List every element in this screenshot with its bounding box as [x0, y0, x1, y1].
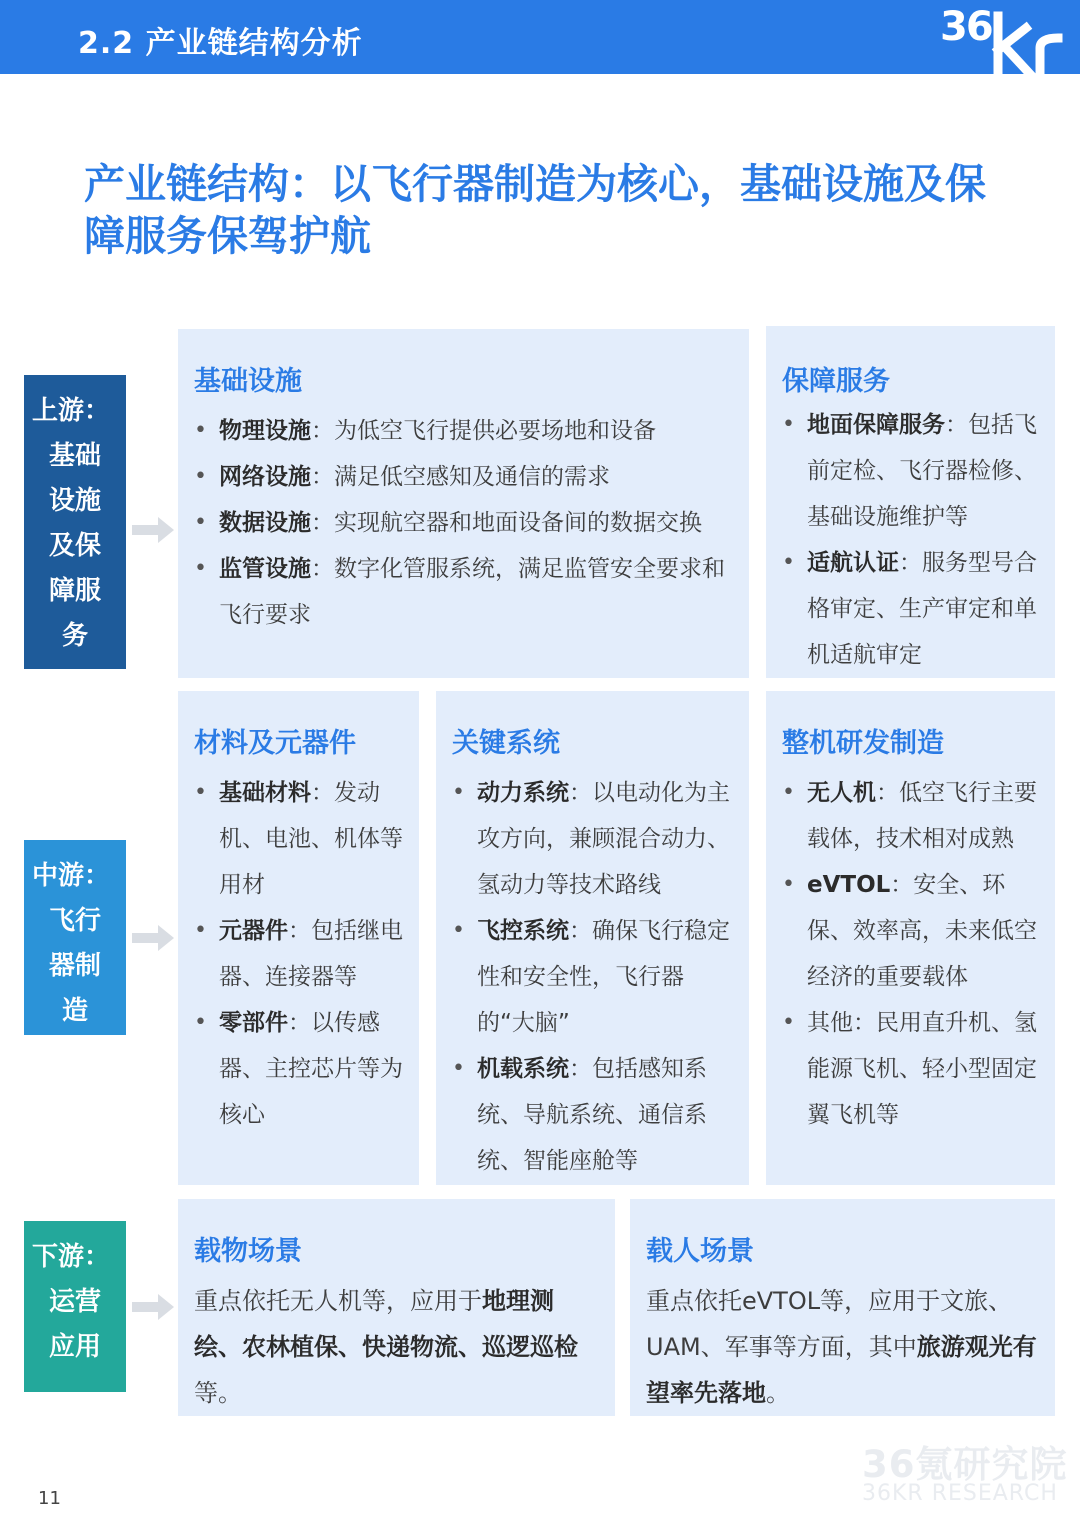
svg-text:36: 36: [940, 4, 992, 50]
box-title: 载物场景: [194, 1236, 302, 1267]
36kr-logo: [940, 0, 1080, 74]
stage-line: 障服: [48, 576, 101, 606]
page-number: 11: [38, 1488, 61, 1509]
stage-line: 器制: [48, 951, 101, 981]
list-item: [782, 862, 1043, 1000]
item-term: 无人机: [807, 780, 876, 806]
stage-line: 运营: [48, 1287, 101, 1317]
stage-midstream-label: [24, 840, 126, 1035]
item-text: ：安全、环保、效率高，未来低空经济的重要载体: [807, 872, 1037, 990]
scenario-description: [194, 1278, 599, 1416]
item-text: ：包括感知系统、导航系统、通信系统、智能座舱等: [477, 1056, 707, 1174]
box-title: 整机研发制造: [782, 728, 944, 759]
item-text: ：低空飞行主要载体，技术相对成熟: [807, 780, 1037, 852]
item-term: 元器件: [219, 918, 288, 944]
stage-line: 及保: [48, 531, 101, 561]
desc-text: 重点依托eVTOL等，应用于文旅、UAM、军事等方面，其中: [646, 1287, 1013, 1361]
bullet-list: [194, 408, 737, 638]
item-text: ：为低空飞行提供必要场地和设备: [311, 418, 656, 444]
support-services-box: [766, 326, 1055, 678]
stage-line: 造: [61, 996, 88, 1026]
item-text: ：实现航空器和地面设备间的数据交换: [311, 510, 702, 536]
right-arrow-icon: [132, 1292, 176, 1322]
desc-highlight: 地理测绘、农林植保、快递物流、巡逻巡检: [194, 1287, 578, 1361]
stage-line: 务: [61, 621, 88, 651]
list-item: [452, 770, 737, 908]
item-text: ：以电动化为主攻方向，兼顾混合动力、氢动力等技术路线: [477, 780, 730, 898]
item-term: 数据设施: [219, 510, 311, 536]
right-arrow-icon: [132, 515, 176, 545]
stage-line: 上游：: [32, 396, 111, 426]
cargo-scenario-box: [178, 1199, 615, 1416]
item-term: 零部件: [219, 1010, 288, 1036]
item-term: eVTOL: [807, 872, 891, 898]
right-arrow-icon: [132, 923, 176, 953]
bullet-list: [452, 770, 737, 1184]
header-bar: [0, 0, 1080, 74]
desc-end: 。: [766, 1379, 790, 1407]
list-item: [194, 454, 737, 500]
materials-box: [178, 691, 419, 1185]
item-text: ：确保飞行稳定性和安全性，飞行器的“大脑”: [477, 918, 730, 1036]
manufacturing-box: [766, 691, 1055, 1185]
item-term: 物理设施: [219, 418, 311, 444]
bullet-list: [782, 770, 1043, 1138]
stage-upstream-label: [24, 375, 126, 669]
item-term: 网络设施: [219, 464, 311, 490]
list-item: [194, 908, 407, 1000]
item-text: ：满足低空感知及通信的需求: [311, 464, 610, 490]
desc-highlight: 旅游观光有望率先落地: [646, 1333, 1037, 1407]
desc-end: 等。: [194, 1379, 242, 1407]
watermark-cn: 36氪研究院: [862, 1443, 1068, 1486]
item-term: 动力系统: [477, 780, 569, 806]
bullet-list: [194, 770, 407, 1138]
item-text: ：服务型号合格审定、生产审定和单机适航审定: [807, 550, 1037, 668]
item-term: 基础材料: [219, 780, 311, 806]
item-term: 机载系统: [477, 1056, 569, 1082]
item-text: ：以传感器、主控芯片等为核心: [219, 1010, 403, 1128]
item-text: 其他：民用直升机、氢能源飞机、轻小型固定翼飞机等: [807, 1010, 1037, 1128]
item-text: ：包括飞前定检、飞行器检修、基础设施维护等: [807, 412, 1037, 530]
page-title: 产业链结构：以飞行器制造为核心，基础设施及保障服务保驾护航: [84, 160, 986, 260]
box-title: 关键系统: [452, 728, 560, 759]
list-item: [194, 1000, 407, 1138]
list-item: [452, 1046, 737, 1184]
infrastructure-box: [178, 329, 749, 678]
scenario-description: [646, 1278, 1039, 1416]
passenger-scenario-box: [630, 1199, 1055, 1416]
stage-line: 应用: [48, 1332, 101, 1362]
watermark-en: 36KR RESEARCH: [862, 1481, 1058, 1506]
list-item: [194, 770, 407, 908]
item-term: 地面保障服务: [807, 412, 945, 438]
stage-line: 下游：: [32, 1242, 111, 1272]
list-item: [782, 770, 1043, 862]
item-term: 飞控系统: [477, 918, 569, 944]
box-title: 基础设施: [194, 366, 302, 397]
item-text: ：数字化管服系统，满足监管安全要求和飞行要求: [219, 556, 725, 628]
list-item: [194, 500, 737, 546]
section-title: 2.2 产业链结构分析: [78, 26, 363, 61]
list-item: [194, 546, 737, 638]
bullet-list: [782, 402, 1043, 678]
stage-downstream-label: [24, 1221, 126, 1392]
list-item: [782, 402, 1043, 540]
stage-line: 飞行: [48, 906, 101, 936]
stage-line: 中游：: [32, 861, 111, 891]
key-systems-box: [436, 691, 749, 1185]
stage-line: 基础: [48, 441, 101, 471]
item-text: ：发动机、电池、机体等用材: [219, 780, 403, 898]
item-term: 监管设施: [219, 556, 311, 582]
item-text: ：包括继电器、连接器等: [219, 918, 403, 990]
stage-line: 设施: [48, 486, 101, 516]
list-item: [782, 1000, 1043, 1138]
box-title: 载人场景: [646, 1236, 754, 1267]
list-item: [194, 408, 737, 454]
item-term: 适航认证: [807, 550, 899, 576]
list-item: [452, 908, 737, 1046]
list-item: [782, 540, 1043, 678]
box-title: 保障服务: [782, 366, 890, 397]
desc-text: 重点依托无人机等，应用于: [194, 1287, 482, 1315]
box-title: 材料及元器件: [194, 728, 356, 759]
